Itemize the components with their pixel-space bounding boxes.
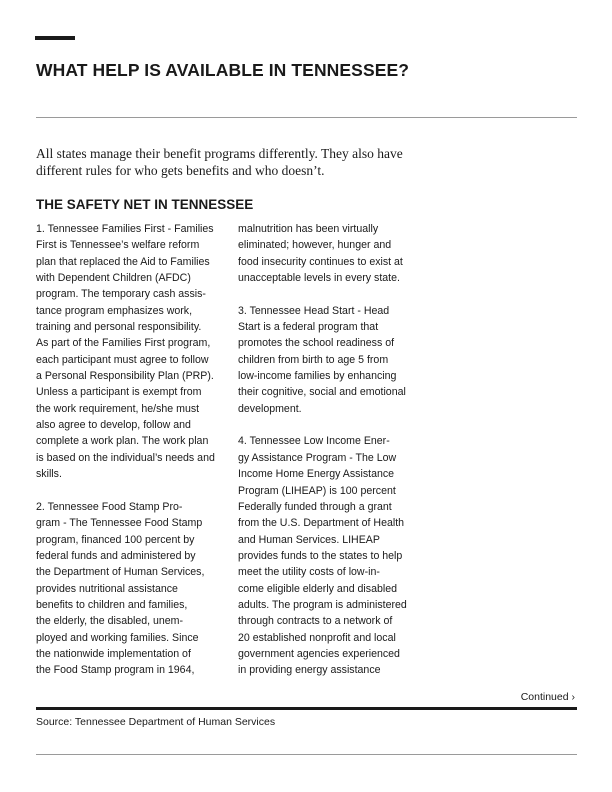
body-text-line: come eligible elderly and disabled [238,582,398,595]
text-column-right [238,221,426,679]
body-text-line: the Food Stamp program in 1964, [36,664,195,677]
paragraph-gap [238,286,426,302]
body-text-line: As part of the Families First program, [36,337,211,350]
source-note: Source: Tennessee Department of Human Services [36,716,276,728]
body-text-line: eliminated; however, hunger and [238,239,392,252]
body-text-line: also agree to develop, follow and [36,419,191,432]
body-text-line: program, financed 100 percent by [36,533,195,546]
body-text-line: training and personal responsibility. [36,321,202,334]
body-text-line: provides funds to the states to help [238,549,403,562]
body-text-line: 2. Tennessee Food Stamp Pro- [36,500,183,513]
intro-line: different rules for who gets benefits and who doesn’t. [36,162,325,178]
body-text-line: promotes the school readiness of [238,337,395,350]
paragraph-gap [238,417,426,433]
body-text-line: program. The temporary cash assis- [36,288,206,301]
body-text-line: Program (LIHEAP) is 100 percent [238,484,396,497]
body-text-line: tance program emphasizes work, [36,304,193,317]
intro-paragraph [36,146,436,179]
body-text-line: food insecurity continues to exist at [238,255,403,268]
section-heading: THE SAFETY NET IN TENNESSEE [36,197,254,212]
title-accent-bar [35,36,75,40]
body-text-line: provides nutritional assistance [36,582,178,595]
body-text-line: government agencies experienced [238,647,400,660]
body-text-line: 20 established nonprofit and local [238,631,396,644]
body-text-line: gy Assistance Program - The Low [238,451,397,464]
page-title: WHAT HELP IS AVAILABLE IN TENNESSEE? [36,60,410,80]
body-text-line: Federally funded through a grant [238,500,392,513]
body-text-line: a Personal Responsibility Plan (PRP). [36,370,214,383]
body-text-line: is based on the individual’s needs and [36,451,215,464]
body-text-line: the elderly, the disabled, unem- [36,615,184,628]
body-text-line: low-income families by enhancing [238,370,397,383]
body-text-line: meet the utility costs of low-in- [238,566,380,579]
body-text-line: through contracts to a network of [238,615,393,628]
body-text-line: the work requirement, he/she must [36,402,200,415]
body-text-line: Start is a federal program that [238,321,379,334]
body-text-line: ployed and working families. Since [36,631,199,644]
intro-line: All states manage their benefit programs differently. They also have [36,146,403,161]
body-text-line: complete a work plan. The work plan [36,435,209,448]
body-text-line: the nationwide implementation of [36,647,191,660]
body-text-line: malnutrition has been virtually [238,223,379,235]
body-text-line: and Human Services. LIHEAP [238,533,380,546]
body-text-line: with Dependent Children (AFDC) [36,272,191,285]
body-text-line: the Department of Human Services, [36,566,205,579]
continued-link[interactable]: Continued › [520,691,575,703]
body-text-line: Unless a participant is exempt from [36,386,202,399]
body-text-line: Income Home Energy Assistance [238,468,395,481]
title-divider [36,117,577,118]
body-text-line: from the U.S. Department of Health [238,517,405,530]
body-text-line: federal funds and administered by [36,549,196,562]
body-text-line: their cognitive, social and emotional [238,386,406,399]
body-text-line: 3. Tennessee Head Start - Head [238,304,390,317]
body-text-line: 4. Tennessee Low Income Ener- [238,435,390,448]
body-text-line: skills. [36,468,62,481]
body-text-line: gram - The Tennessee Food Stamp [36,517,203,530]
body-text-line: plan that replaced the Aid to Families [36,255,210,268]
body-text-line: unacceptable levels in every state. [238,272,400,285]
body-text-line: each participant must agree to follow [36,353,209,366]
text-column-left [36,221,226,679]
body-text-line: children from birth to age 5 from [238,353,389,366]
body-text-line: adults. The program is administered [238,598,407,611]
body-text-line: development. [238,402,302,415]
body-text-line: 1. Tennessee Families First - Families [36,223,214,235]
footer-divider [36,707,577,710]
body-text-line: benefits to children and families, [36,598,188,611]
paragraph-gap [36,483,226,499]
body-text-line: in providing energy assistance [238,664,381,677]
body-text-line: First is Tennessee’s welfare reform [36,239,200,252]
bottom-rule [36,754,577,755]
